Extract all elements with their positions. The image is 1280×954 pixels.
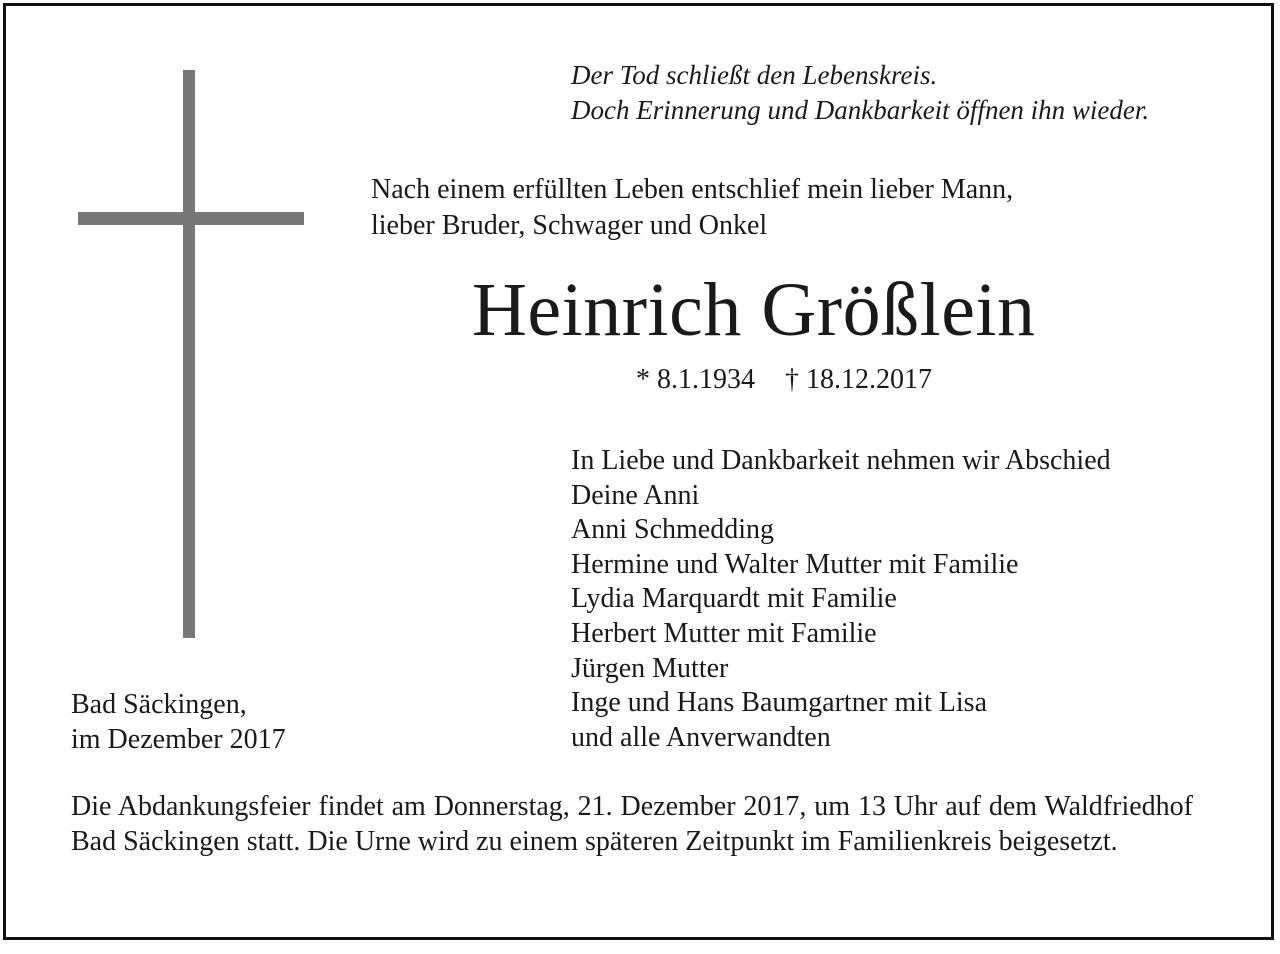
death-date: † 18.12.2017 — [785, 364, 932, 395]
cross-icon-vertical-bar — [183, 70, 195, 638]
mourner-entry: Inge und Hans Baumgartner mit Lisa — [571, 687, 988, 719]
mourners-farewell-line: In Liebe und Dankbarkeit nehmen wir Abschied — [571, 445, 1111, 476]
mourner-entry: Hermine und Walter Mutter mit Familie — [571, 548, 1019, 580]
mourner-entry: Jürgen Mutter — [571, 652, 729, 684]
mourner-entry: Lydia Marquardt mit Familie — [571, 583, 897, 615]
funeral-notice: Die Abdankungsfeier findet am Donnerstag, 21. Dezember 2017, um 13 Uhr auf dem Waldfriedhof Bad Säckingen statt. Die Urne wird zu einem späteren Zeitpunkt im Familienkreis beigesetzt. — [71, 791, 1193, 857]
motto-quote — [571, 58, 1149, 128]
mourners-list — [571, 444, 1111, 755]
intro-line-2: lieber Bruder, Schwager und Onkel — [371, 210, 768, 241]
birth-date: * 8.1.1934 — [636, 364, 755, 395]
date-line: im Dezember 2017 — [71, 723, 286, 755]
motto-line-1: Der Tod schließt den Lebenskreis. — [571, 60, 938, 90]
mourner-entry: Herbert Mutter mit Familie — [571, 617, 877, 649]
place-and-date — [71, 688, 286, 757]
cross-icon-horizontal-bar — [78, 212, 304, 225]
mourner-entry: und alle Anverwandten — [571, 721, 831, 753]
deceased-name: Heinrich Größlein — [472, 268, 1036, 352]
place-line: Bad Säckingen, — [71, 689, 247, 720]
life-dates — [636, 364, 932, 396]
intro-text — [371, 172, 1013, 244]
intro-line-1: Nach einem erfüllten Leben entschlief mein lieber Mann, — [371, 174, 1014, 205]
mourner-entry: Anni Schmedding — [571, 514, 774, 546]
motto-line-2: Doch Erinnerung und Dankbarkeit öffnen ihn wieder. — [571, 95, 1150, 125]
mourner-entry: Deine Anni — [571, 479, 700, 511]
